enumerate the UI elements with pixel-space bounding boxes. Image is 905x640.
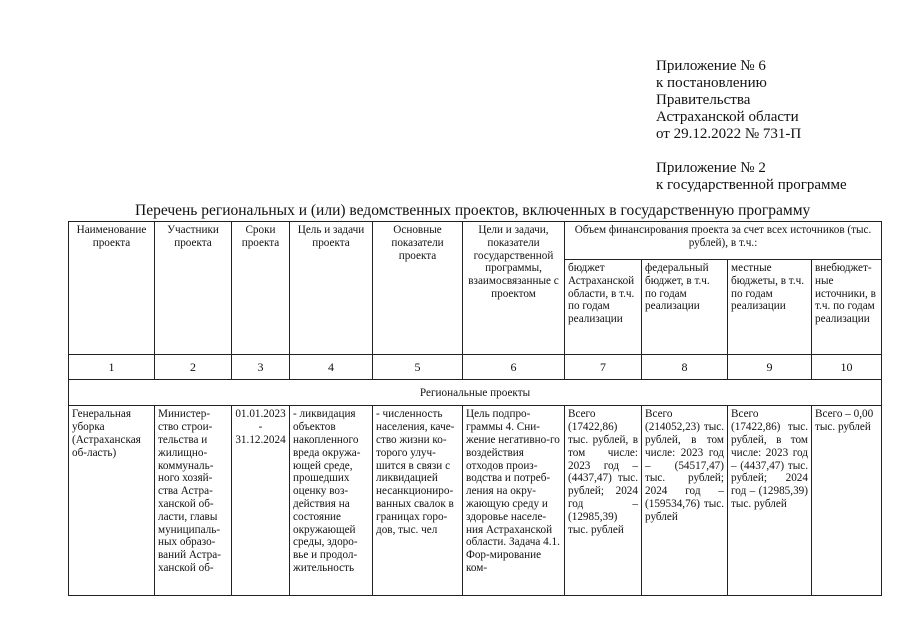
cell-goals: - ликвидация объектов накопленного вреда окружа-ющей среде, прошедших оценку воз-действия на состояние окружающей среды, здоро-вье и продол-жительность <box>290 406 373 596</box>
column-number: 9 <box>728 355 812 380</box>
cell-local-budget: Всего (17422,86) тыс. рублей, в том числе: 2023 год – (4437,47) тыс. рублей; 2024 год – (12985,39) тыс. рублей <box>728 406 812 596</box>
appendix-6-line: Приложение № 6 <box>656 58 766 74</box>
header-program-links: Цели и задачи, показатели государственной программы, взаимосвязанные с проектом <box>463 222 565 355</box>
appendix-2-line: к государственной программе <box>656 177 847 193</box>
header-indicators: Основные показатели проекта <box>373 222 463 355</box>
header-regional-budget: бюджет Астраханской области, в т.ч. по годам реализации <box>565 260 642 355</box>
column-number: 5 <box>373 355 463 380</box>
document-title: Перечень региональных и (или) ведомственных проектов, включенных в государственную программу <box>135 202 811 219</box>
appendix-6-line: к постановлению <box>656 75 767 91</box>
appendix-6-block <box>656 58 801 143</box>
cell-regional-budget: Всего (17422,86) тыс. рублей, в том числе: 2023 год – (4437,47) тыс. рублей; 2024 год – (12985,39) тыс. рублей <box>565 406 642 596</box>
cell-extra-budget: Всего – 0,00 тыс. рублей <box>812 406 882 596</box>
column-number: 10 <box>812 355 882 380</box>
table-row <box>69 406 882 596</box>
header-local-budget: местные бюджеты, в т.ч. по годам реализации <box>728 260 812 355</box>
appendix-6-line: Правительства <box>656 92 751 108</box>
cell-program-links: Цель подпро-граммы 4. Сни-жение негативно-го воздействия отходов произ-водства и потреб-ления на окру-жающую среду и здоровье населе-ния Астраханской области. Задача 4.1. Фор-мирование ком- <box>463 406 565 596</box>
column-numbers-row <box>69 355 882 380</box>
projects-table <box>68 221 882 596</box>
column-number: 4 <box>290 355 373 380</box>
header-federal-budget: федеральный бюджет, в т.ч. по годам реализации <box>642 260 728 355</box>
column-number: 6 <box>463 355 565 380</box>
cell-project-name: Генеральная уборка (Астраханская об-ласть) <box>69 406 155 596</box>
header-participants: Участники проекта <box>155 222 232 355</box>
section-title: Региональные проекты <box>69 380 882 406</box>
cell-participants: Министер-ство строи-тельства и жилищно-коммуналь-ного хозяй-ства Астра-ханской об-ласти, главы муниципаль-ных образо-ваний Астра-ханской об- <box>155 406 232 596</box>
appendix-2-block <box>656 160 847 194</box>
appendix-6-line: Астраханской области <box>656 109 799 125</box>
header-project-name: Наименование проекта <box>69 222 155 355</box>
column-number: 2 <box>155 355 232 380</box>
cell-federal-budget: Всего (214052,23) тыс. рублей, в том числе: 2023 год – (54517,47) тыс. рублей; 2024 год – (159534,76) тыс. рублей <box>642 406 728 596</box>
cell-indicators: - численность населения, каче-ство жизни ко-торого улуч-шится в связи с ликвидацией несанкциониро-ванных свалок в границах горо-дов, тыс. чел <box>373 406 463 596</box>
cell-dates: 01.01.2023 - 31.12.2024 <box>232 406 290 596</box>
column-number: 1 <box>69 355 155 380</box>
header-funding-group: Объем финансирования проекта за счет всех источников (тыс. рублей), в т.ч.: <box>565 222 882 260</box>
appendix-2-line: Приложение № 2 <box>656 160 766 176</box>
header-goals: Цель и задачи проекта <box>290 222 373 355</box>
header-extra-budget: внебюджет-ные источники, в т.ч. по годам реализации <box>812 260 882 355</box>
header-dates: Сроки проекта <box>232 222 290 355</box>
column-number: 3 <box>232 355 290 380</box>
column-number: 8 <box>642 355 728 380</box>
column-number: 7 <box>565 355 642 380</box>
appendix-6-line: от 29.12.2022 № 731-П <box>656 126 802 142</box>
